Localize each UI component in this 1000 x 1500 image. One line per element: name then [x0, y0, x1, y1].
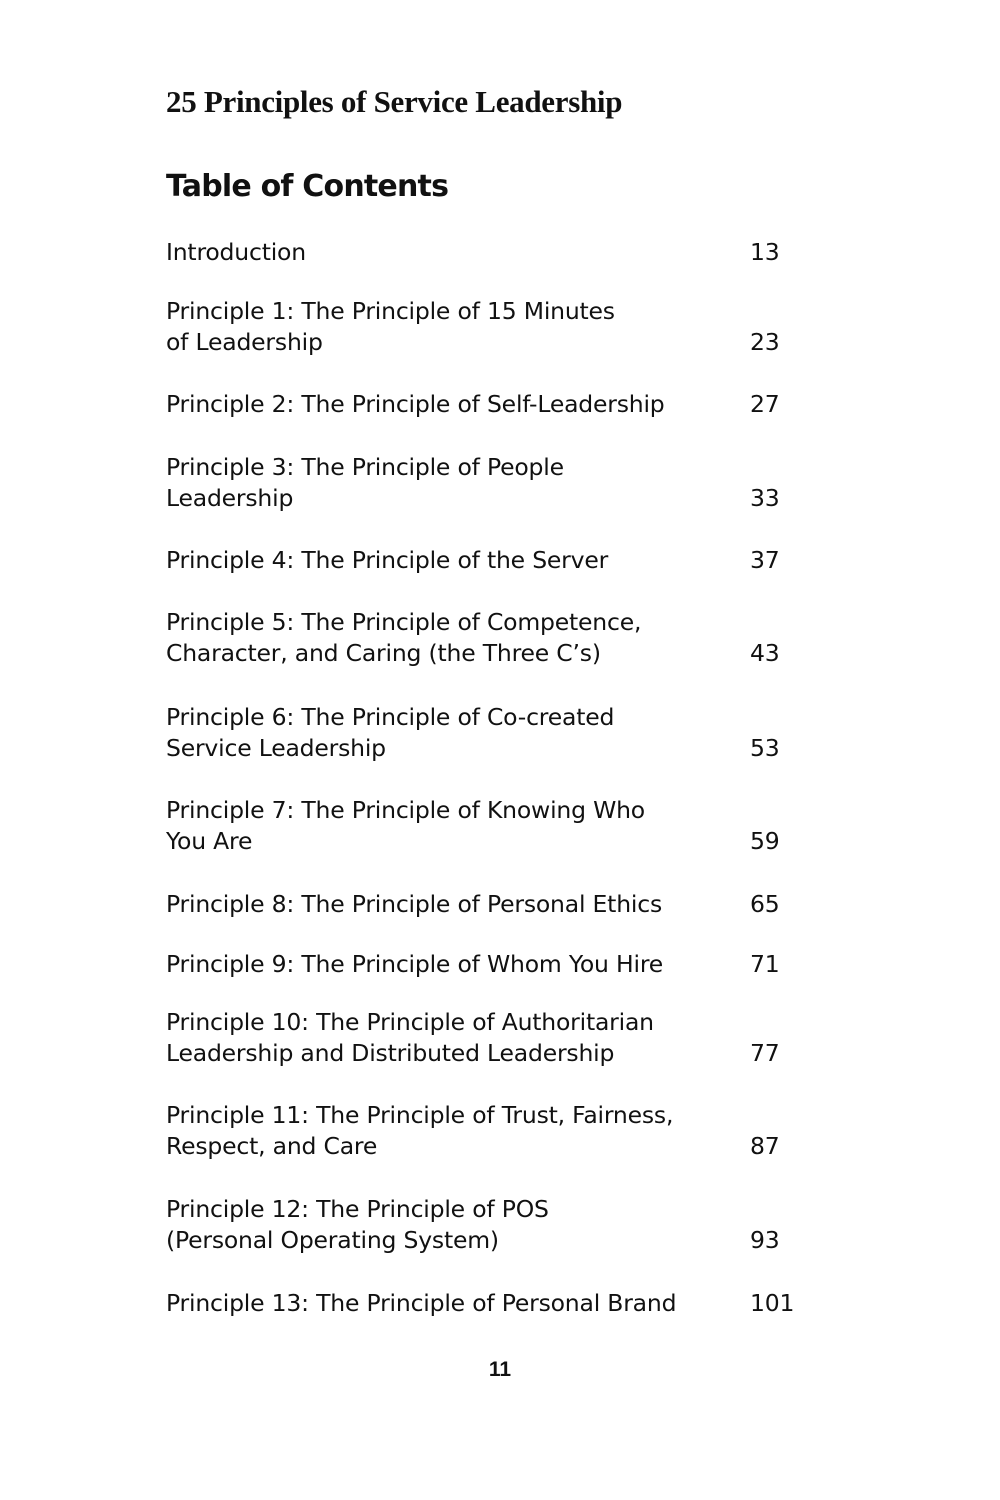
- toc-heading: Table of Contents: [166, 169, 449, 204]
- toc-entry-title-continued: Leadership and Distributed Leadership: [166, 1039, 615, 1067]
- toc-entry-title: Principle 3: The Principle of People: [166, 453, 564, 481]
- toc-entry-title: Principle 1: The Principle of 15 Minutes: [166, 297, 615, 325]
- toc-entry-principle-9: [166, 949, 806, 980]
- toc-entry-page-number: 37: [750, 546, 780, 574]
- toc-entry-principle-12: [166, 1194, 806, 1256]
- toc-entry-page-number: 33: [750, 484, 780, 512]
- toc-entry-principle-3: [166, 452, 806, 514]
- page-number: 11: [488, 1358, 512, 1381]
- toc-entry-page-number: 77: [750, 1039, 780, 1067]
- toc-entry-page-number: 23: [750, 328, 780, 356]
- toc-entry-title: Principle 9: The Principle of Whom You Hire: [166, 950, 664, 978]
- toc-entry-title: Introduction: [166, 238, 306, 266]
- toc-entry-introduction: [166, 237, 806, 268]
- toc-entry-principle-2: [166, 389, 806, 420]
- toc-entry-title: Principle 2: The Principle of Self-Leadership: [166, 390, 665, 418]
- toc-entry-title-continued: Character, and Caring (the Three C’s): [166, 639, 601, 667]
- toc-entry-page-number: 43: [750, 639, 780, 667]
- book-title: 25 Principles of Service Leadership: [166, 84, 623, 119]
- toc-entry-title-continued: You Are: [166, 827, 253, 855]
- toc-entry-principle-6: [166, 702, 806, 764]
- toc-entry-title: Principle 4: The Principle of the Server: [166, 546, 609, 574]
- toc-entry-principle-1: [166, 296, 806, 358]
- toc-entry-title-continued: Respect, and Care: [166, 1132, 378, 1160]
- toc-entry-page-number: 13: [750, 238, 780, 266]
- toc-entry-title: Principle 5: The Principle of Competence,: [166, 608, 642, 636]
- toc-entry-page-number: 93: [750, 1226, 780, 1254]
- toc-entry-title: Principle 8: The Principle of Personal Ethics: [166, 890, 662, 918]
- toc-entry-title-continued: (Personal Operating System): [166, 1226, 499, 1254]
- toc-entry-principle-10: [166, 1007, 806, 1069]
- toc-entry-title: Principle 6: The Principle of Co-created: [166, 703, 615, 731]
- toc-entry-principle-8: [166, 889, 806, 920]
- toc-entry-title: Principle 7: The Principle of Knowing Who: [166, 796, 645, 824]
- toc-entry-page-number: 71: [750, 950, 780, 978]
- toc-entry-title: Principle 12: The Principle of POS: [166, 1195, 549, 1223]
- toc-entry-principle-4: [166, 545, 806, 576]
- toc-entry-title-continued: Service Leadership: [166, 734, 386, 762]
- toc-entry-page-number: 87: [750, 1132, 780, 1160]
- toc-entry-page-number: 65: [750, 890, 780, 918]
- toc-entry-page-number: 101: [750, 1289, 795, 1317]
- toc-entry-principle-7: [166, 795, 806, 857]
- toc-entry-title-continued: Leadership: [166, 484, 294, 512]
- toc-entry-principle-13: [166, 1288, 806, 1319]
- toc-entry-page-number: 53: [750, 734, 780, 762]
- toc-entry-page-number: 27: [750, 390, 780, 418]
- toc-entry-principle-11: [166, 1100, 806, 1162]
- toc-entry-title: Principle 11: The Principle of Trust, Fairness,: [166, 1101, 674, 1129]
- toc-entry-page-number: 59: [750, 827, 780, 855]
- toc-entry-title-continued: of Leadership: [166, 328, 323, 356]
- toc-entry-title: Principle 10: The Principle of Authoritarian: [166, 1008, 654, 1036]
- toc-entry-title: Principle 13: The Principle of Personal Brand: [166, 1289, 677, 1317]
- toc-entry-principle-5: [166, 607, 806, 669]
